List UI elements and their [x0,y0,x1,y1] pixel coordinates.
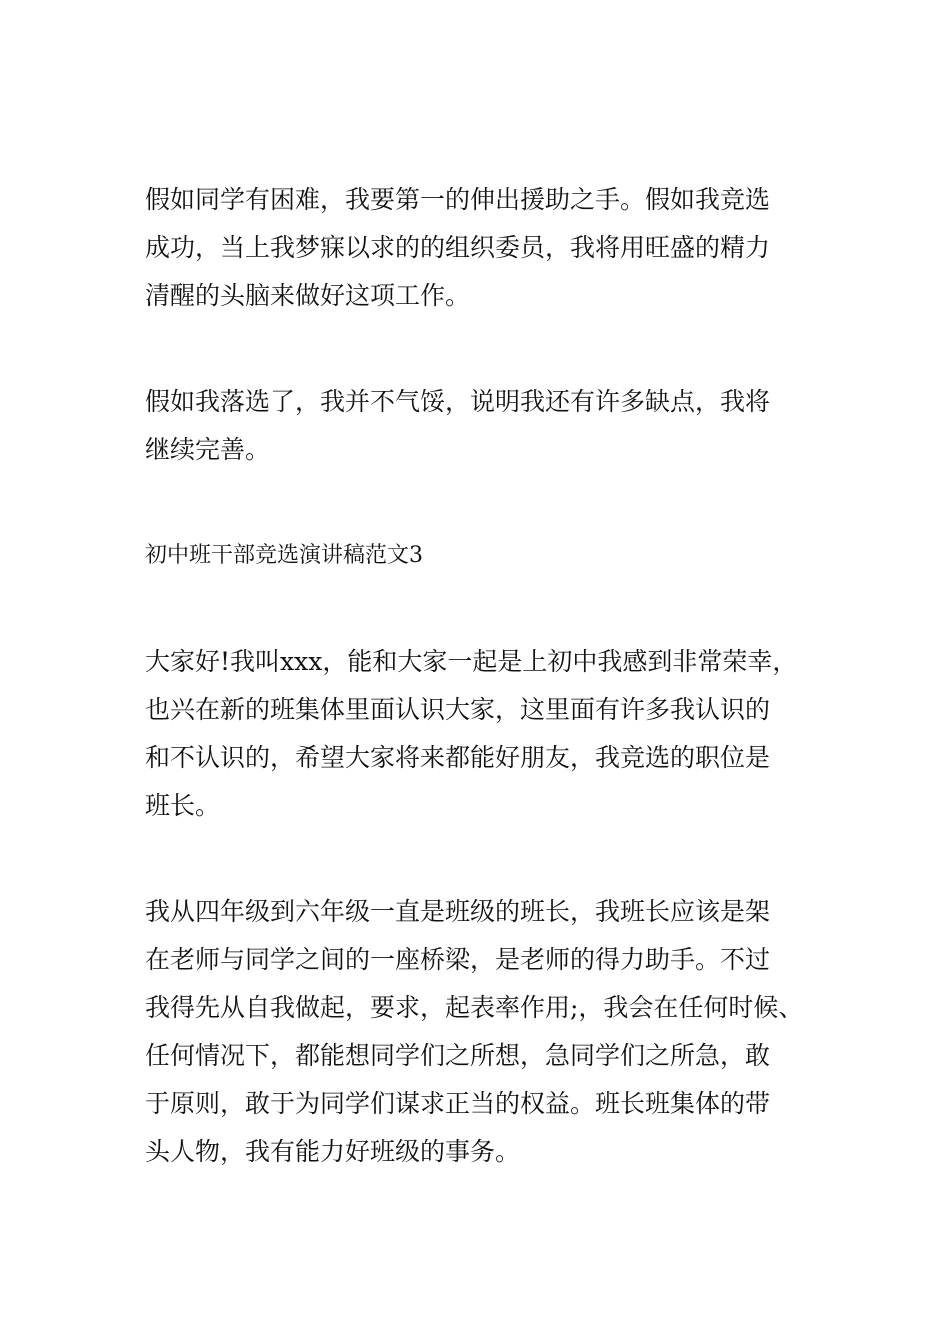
section-heading: 初中班干部竞选演讲稿范文3 [145,543,423,568]
paragraph-if-not-elected: 假如我落选了，我并不气馁，说明我还有许多缺点，我将 继续完善。 [145,387,771,464]
paragraph-monitor-experience: 我从四年级到六年级一直是班级的班长，我班长应该是架 在老师与同学之间的一座桥梁，是老师的得力助手。不过 我得先从自我做起，要求，起表率作用;，我会在任何时候、 任何情况下，都能想同学们之所想，急同学们之所急，敢 于原则，敢于为同学们谋求正当的权益。班长班集体的带 头人物，我有能力好班级的事务。 [145,897,804,1166]
paragraph-introduction: 大家好!我叫xxx，能和大家一起是上初中我感到非常荣幸， 也兴在新的班集体里面认识大家，这里面有许多我认识的 和不认识的，希望大家将来都能好朋友，我竞选的职位是 班长。 [145,647,798,820]
paragraph-help-classmates: 假如同学有困难，我要第一的伸出援助之手。假如我竞选 成功，当上我梦寐以求的的组织委员，我将用旺盛的精力 清醒的头脑来做好这项工作。 [145,185,771,310]
document-body [145,176,815,1234]
